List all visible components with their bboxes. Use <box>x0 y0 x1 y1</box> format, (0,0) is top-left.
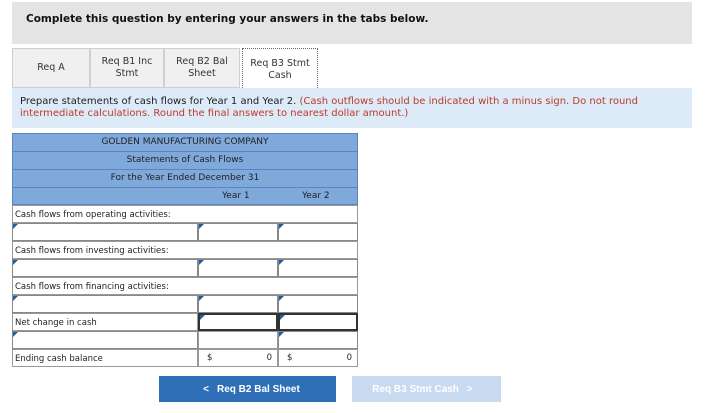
ending-year2-cell <box>278 349 358 367</box>
column-header-row <box>12 187 358 205</box>
tab-label-line1: Req B3 Stmt <box>250 57 310 69</box>
net-change-row <box>12 313 358 331</box>
currency-symbol: $ <box>287 353 293 363</box>
beginning-cash-row <box>12 331 358 349</box>
financing-input-row <box>12 295 358 313</box>
tab-label-line1: Req B2 Bal <box>176 56 228 67</box>
operating-header-row <box>12 205 358 223</box>
ending-year1-cell <box>198 349 278 367</box>
net-change-year1-input[interactable] <box>198 313 278 331</box>
prev-tab-button[interactable] <box>159 376 336 402</box>
cash-flow-table <box>12 133 358 367</box>
chevron-right-icon: > <box>466 383 473 395</box>
prev-tab-label: Req B2 Bal Sheet <box>217 383 300 395</box>
tab-label-line2: Cash <box>268 69 292 81</box>
ending-cash-row <box>12 349 358 367</box>
financing-description-input[interactable] <box>12 295 198 313</box>
beginning-year2-input[interactable] <box>278 331 358 349</box>
tab-req-a[interactable] <box>12 48 90 88</box>
company-name: GOLDEN MANUFACTURING COMPANY <box>12 133 358 151</box>
column-year2: Year 2 <box>302 191 330 201</box>
operating-description-input[interactable] <box>12 223 198 241</box>
investing-year1-input[interactable] <box>198 259 278 277</box>
financing-year1-input[interactable] <box>198 295 278 313</box>
net-change-label: Net change in cash <box>15 318 97 328</box>
investing-year2-input[interactable] <box>278 259 358 277</box>
tab-req-b2[interactable] <box>164 48 240 88</box>
header-instruction: Complete this question by entering your answers in the tabs below. <box>26 13 429 25</box>
net-change-label-cell <box>12 313 198 331</box>
tab-label-line2: Sheet <box>188 68 216 79</box>
beginning-description-input[interactable] <box>12 331 198 349</box>
instructions-note: (Cash outflows should be indicated with a minus sign. Do not round intermediate calculations. Round the final answers to nearest dollar amount.) <box>20 96 638 119</box>
operating-input-row <box>12 223 358 241</box>
financing-label: Cash flows from financing activities: <box>12 277 358 295</box>
next-tab-button <box>352 376 501 402</box>
tab-label: Req A <box>37 62 65 73</box>
statement-title: Statements of Cash Flows <box>12 151 358 169</box>
statement-period: For the Year Ended December 31 <box>12 169 358 187</box>
next-tab-label: Req B3 Stmt Cash <box>372 383 459 395</box>
ending-label-cell <box>12 349 198 367</box>
currency-symbol: $ <box>207 353 213 363</box>
tab-label-line2: Stmt <box>115 68 139 79</box>
instructions-panel <box>12 88 692 128</box>
ending-label: Ending cash balance <box>15 354 103 364</box>
ending-year2-value: 0 <box>346 353 352 363</box>
column-year1: Year 1 <box>222 191 250 201</box>
beginning-year1-cell <box>198 331 278 349</box>
operating-year2-input[interactable] <box>278 223 358 241</box>
investing-description-input[interactable] <box>12 259 198 277</box>
tab-req-b1[interactable] <box>90 48 164 88</box>
ending-year1-value: 0 <box>266 353 272 363</box>
question-header <box>12 2 692 44</box>
investing-header-row <box>12 241 358 259</box>
investing-label: Cash flows from investing activities: <box>12 241 358 259</box>
operating-label: Cash flows from operating activities: <box>12 205 358 223</box>
net-change-year2-input[interactable] <box>278 313 358 331</box>
instructions-text: Prepare statements of cash flows for Year 1 and Year 2. <box>20 96 300 107</box>
tab-label-line1: Req B1 Inc <box>101 56 153 67</box>
operating-year1-input[interactable] <box>198 223 278 241</box>
investing-input-row <box>12 259 358 277</box>
financing-year2-input[interactable] <box>278 295 358 313</box>
financing-header-row <box>12 277 358 295</box>
tab-req-b3[interactable] <box>242 48 318 90</box>
chevron-left-icon: < <box>203 383 210 395</box>
